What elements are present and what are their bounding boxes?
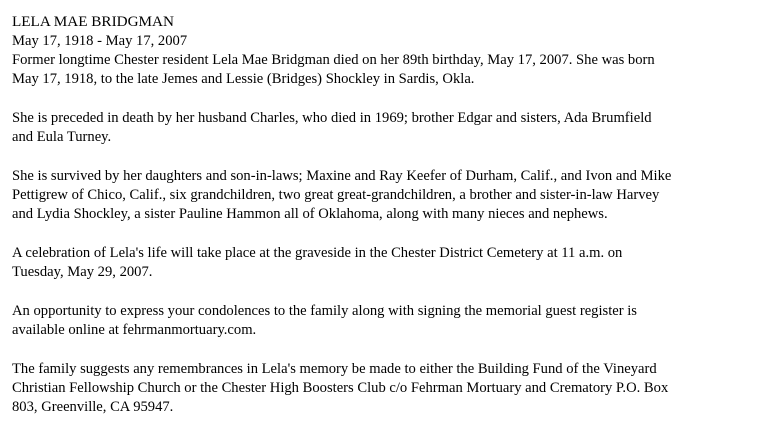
paragraph-line: The family suggests any remembrances in Lela's memory be made to either the Building Fund of the Vineyard — [12, 360, 657, 377]
paragraph-line: 803, Greenville, CA 95947. — [12, 399, 174, 416]
paragraph-remembrances — [12, 360, 772, 418]
paragraph-line: Pettigrew of Chico, Calif., six grandchildren, two great great-grandchildren, a brother and sister-in-law Harvey — [12, 186, 660, 203]
paragraph-preceded — [12, 109, 772, 148]
paragraph-death-notice — [12, 51, 772, 90]
paragraph-line: A celebration of Lela's life will take place at the graveside in the Chester District Cemetery at 11 a.m. on — [12, 244, 623, 261]
paragraph-line: She is survived by her daughters and son-in-laws; Maxine and Ray Keefer of Durham, Calif., and Ivon and Mike — [12, 167, 672, 184]
paragraph-line: and Eula Turney. — [12, 128, 112, 145]
paragraph-line: May 17, 1918, to the late Jemes and Lessie (Bridges) Shockley in Sardis, Okla. — [12, 71, 475, 88]
paragraph-survived — [12, 167, 772, 225]
paragraph-line: Tuesday, May 29, 2007. — [12, 264, 153, 281]
paragraph-line: and Lydia Shockley, a sister Pauline Hammon all of Oklahoma, along with many nieces and nephews. — [12, 206, 608, 223]
paragraph-line: Former longtime Chester resident Lela Mae Bridgman died on her 89th birthday, May 17, 2007. She was born — [12, 51, 655, 68]
paragraph-line: Christian Fellowship Church or the Chester High Boosters Club c/o Fehrman Mortuary and Crematory P.O. Box — [12, 379, 669, 396]
life-dates: May 17, 1918 - May 17, 2007 — [12, 32, 188, 49]
obituary-title: LELA MAE BRIDGMAN — [12, 13, 174, 30]
paragraph-celebration — [12, 244, 772, 283]
paragraph-condolences — [12, 302, 772, 341]
paragraph-line: She is preceded in death by her husband Charles, who died in 1969; brother Edgar and sisters, Ada Brumfield — [12, 109, 652, 126]
paragraph-line: available online at fehrmanmortuary.com. — [12, 321, 257, 338]
paragraph-line: An opportunity to express your condolences to the family along with signing the memorial guest register is — [12, 302, 637, 319]
obituary-document — [12, 12, 772, 417]
